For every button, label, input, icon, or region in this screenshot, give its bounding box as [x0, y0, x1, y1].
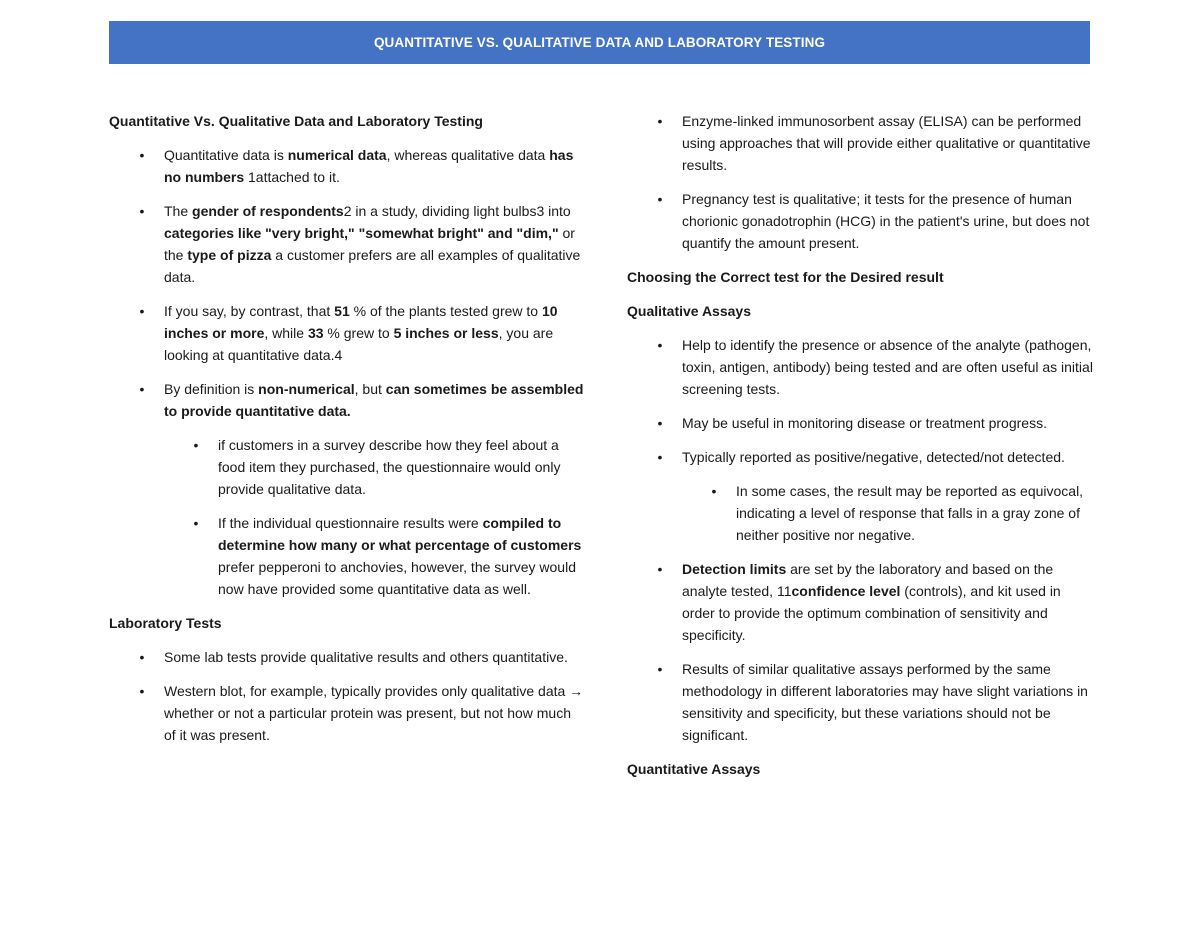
- bullet-marker: •: [139, 381, 145, 397]
- bullet-numerical-data: [109, 144, 584, 188]
- arrow-right-icon: →: [569, 683, 584, 699]
- section-heading-choosing-test: Choosing the Correct test for the Desired result: [627, 269, 944, 285]
- bullet-marker: •: [139, 649, 145, 665]
- sub-bullet-equivocal: [627, 480, 1097, 546]
- bullet-marker: •: [657, 661, 663, 677]
- bullet-reporting: [627, 446, 1097, 468]
- text-run: or the: [164, 225, 575, 263]
- bold-run: gender of respondents: [192, 203, 344, 219]
- bullet-marker: •: [193, 437, 199, 453]
- bullet-qualitative-examples: [109, 200, 584, 288]
- text-run: 1attached to it.: [244, 169, 340, 185]
- text-run: (controls), and kit used in order to provide the optimum combination of sensitivity and specificity.: [682, 583, 1061, 643]
- text-run: Pregnancy test is qualitative; it tests for the presence of human chorionic gonadotrophin (HCG) in the patient's urine, but does not quantify the amount present.: [682, 191, 1090, 251]
- text-run: Western blot, for example, typically provides only qualitative data: [164, 683, 570, 699]
- text-run: May be useful in monitoring disease or treatment progress.: [682, 415, 1047, 431]
- left-column: [109, 110, 584, 758]
- text-run: In some cases, the result may be reported as equivocal, indicating a level of response that falls in a gray zone of neither positive nor negative.: [736, 483, 1084, 543]
- bold-run: categories like "very bright," "somewhat bright" and "dim,": [164, 225, 559, 241]
- text-run: Quantitative data is: [164, 147, 288, 163]
- text-run: whether or not a particular protein was present, but not how much of it was present.: [164, 705, 571, 743]
- right-column: [627, 110, 1097, 792]
- bold-run: 5 inches or less: [393, 325, 499, 341]
- document-header-banner: [109, 21, 1090, 64]
- sub-bullet-survey-quantitative: [109, 512, 584, 600]
- bold-run: Detection limits: [682, 561, 787, 577]
- bullet-elisa: [627, 110, 1097, 176]
- section-heading-quantitative-assays: Quantitative Assays: [627, 761, 761, 777]
- text-run: are set by the laboratory and based on the analyte tested, 11: [682, 561, 1054, 599]
- text-run: % grew to: [323, 325, 394, 341]
- bold-run: numerical data: [287, 147, 387, 163]
- bold-run: 33: [307, 325, 324, 341]
- text-run: By definition is: [164, 381, 259, 397]
- text-run: 2 in a study, dividing light bulbs3 into: [343, 203, 571, 219]
- bullet-marker: •: [139, 683, 145, 699]
- text-run: a customer prefers are all examples of qualitative data.: [164, 247, 581, 285]
- bold-run: has no numbers: [164, 147, 574, 185]
- text-run: The: [164, 203, 193, 219]
- text-run: , while: [264, 325, 308, 341]
- bullet-marker: •: [139, 203, 145, 219]
- bold-run: 10 inches or more: [164, 303, 558, 341]
- text-run: Typically reported as positive/negative, detected/not detected.: [682, 449, 1065, 465]
- bullet-marker: •: [657, 415, 663, 431]
- section-heading-quant-vs-qual: Quantitative Vs. Qualitative Data and Laboratory Testing: [109, 113, 483, 129]
- text-run: Results of similar qualitative assays performed by the same methodology in different laboratories may have slight variations in sensitivity and specificity, but these variations should not be significant.: [682, 661, 1088, 743]
- bullet-marker: •: [711, 483, 717, 499]
- text-run: Enzyme-linked immunosorbent assay (ELISA) can be performed using approaches that will provide either qualitative or quantitative results.: [682, 113, 1091, 173]
- text-run: Help to identify the presence or absence of the analyte (pathogen, toxin, antigen, antibody) being tested and are often useful as initial screening tests.: [682, 337, 1093, 397]
- text-run: , but: [354, 381, 386, 397]
- text-run: Some lab tests provide qualitative results and others quantitative.: [164, 649, 568, 665]
- bullet-marker: •: [657, 113, 663, 129]
- text-run: prefer pepperoni to anchovies, however, the survey would now have provided some quantitative data as well.: [218, 559, 576, 597]
- bullet-identify-analyte: [627, 334, 1097, 400]
- bullet-lab-tests: [109, 646, 584, 668]
- text-run: If you say, by contrast, that: [164, 303, 335, 319]
- bullet-similar-assays: [627, 658, 1097, 746]
- bold-run: type of pizza: [187, 247, 272, 263]
- bold-run: 51: [334, 303, 350, 319]
- section-heading-qualitative-assays: Qualitative Assays: [627, 303, 751, 319]
- bullet-pregnancy-test: [627, 188, 1097, 254]
- bullet-western-blot: [109, 680, 584, 746]
- bullet-marker: •: [139, 303, 145, 319]
- bold-run: confidence level: [791, 583, 901, 599]
- section-heading-laboratory-tests: Laboratory Tests: [109, 615, 222, 631]
- text-run: % of the plants tested grew to: [349, 303, 542, 319]
- bullet-detection-limits: [627, 558, 1097, 646]
- bullet-marker: •: [193, 515, 199, 531]
- text-run: , you are looking at quantitative data.4: [164, 325, 554, 363]
- bullet-marker: •: [657, 191, 663, 207]
- bullet-plants-example: [109, 300, 584, 366]
- bold-run: non-numerical: [258, 381, 355, 397]
- text-run: If the individual questionnaire results were: [218, 515, 483, 531]
- bullet-definition: [109, 378, 584, 422]
- bullet-marker: •: [657, 449, 663, 465]
- bullet-marker: •: [657, 561, 663, 577]
- bold-run: compiled to determine how many or what percentage of customers: [218, 515, 582, 553]
- bold-run: can sometimes be assembled to provide quantitative data.: [164, 381, 584, 419]
- bullet-monitoring: [627, 412, 1097, 434]
- text-run: , whereas qualitative data: [386, 147, 550, 163]
- bullet-marker: •: [657, 337, 663, 353]
- banner-title: QUANTITATIVE VS. QUALITATIVE DATA AND LABORATORY TESTING: [373, 35, 826, 50]
- text-run: if customers in a survey describe how they feel about a food item they purchased, the questionnaire would only provide qualitative data.: [218, 437, 561, 497]
- bullet-marker: •: [139, 147, 145, 163]
- sub-bullet-survey-qualitative: [109, 434, 584, 500]
